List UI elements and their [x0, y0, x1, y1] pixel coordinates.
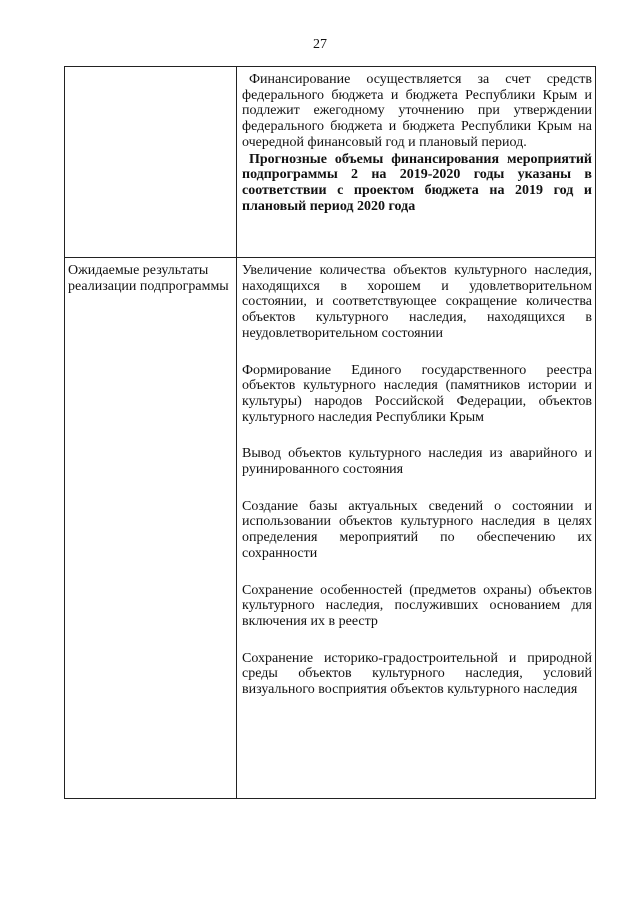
result-item: Создание базы актуальных сведений о состоянии и использовании объектов культурного наследия в целях определения мероприятий по обеспечению их сохранности	[242, 498, 592, 561]
expected-results-cell	[242, 263, 592, 719]
financing-paragraph: Финансирование осуществляется за счет средств федерального бюджета и бюджета Республики Крым и подлежит ежегодному уточнению при утверждении федерального бюджета и бюджета Республики Крым на очередной финансовый год и плановый период.	[242, 72, 592, 150]
row-divider	[65, 257, 595, 258]
result-item: Сохранение особенностей (предметов охраны) объектов культурного наследия, послуживших основанием для включения их в реестр	[242, 582, 592, 629]
subprogram-table	[64, 66, 596, 799]
financing-cell	[242, 72, 592, 214]
result-item: Сохранение историко-градостроительной и природной среды объектов культурного наследия, условий визуального восприятия объектов культурного наследия	[242, 650, 592, 698]
result-item: Увеличение количества объектов культурного наследия, находящихся в хорошем и удовлетворительном состоянии, и соответствующее сокращение количества объектов культурного наследия, находящихся в неудовлетворительном состоянии	[242, 263, 592, 341]
financing-forecast-paragraph: Прогнозные объемы финансирования мероприятий подпрограммы 2 на 2019-2020 годы указаны в соответствии с проектом бюджета на 2019 год и плановый период 2020 года	[242, 151, 592, 214]
column-divider	[236, 67, 237, 798]
result-item: Формирование Единого государственного реестра объектов культурного наследия (памятников истории и культуры) народов Российской Федерации, объектов культурного наследия Республики Крым	[242, 362, 592, 425]
expected-results-label: Ожидаемые результаты реализации подпрограммы	[68, 263, 229, 294]
result-item: Вывод объектов культурного наследия из аварийного и руинированного состояния	[242, 446, 592, 478]
page-number: 27	[313, 37, 327, 52]
